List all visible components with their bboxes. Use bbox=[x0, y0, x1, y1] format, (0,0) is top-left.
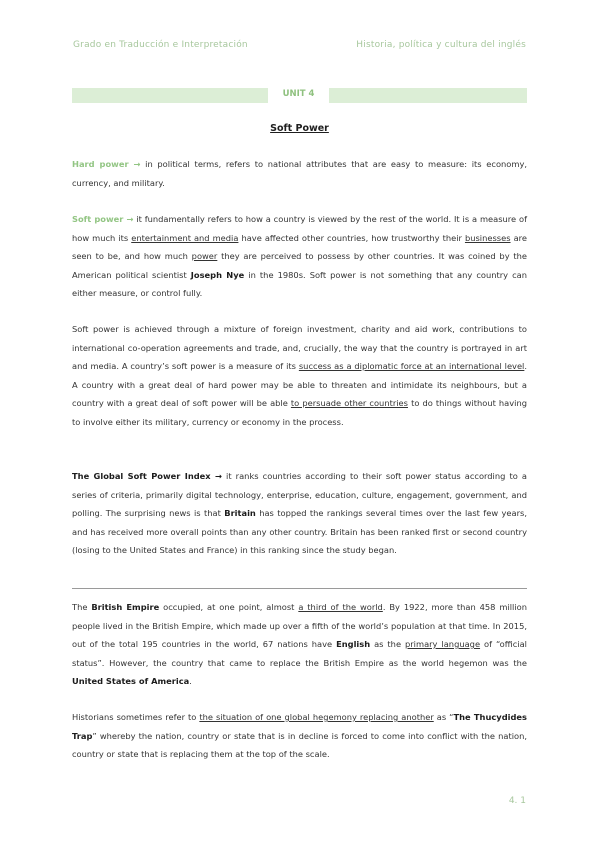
page-title: Soft Power bbox=[270, 123, 329, 134]
text: they are perceived to possess by other countries. It was coined by the American political scientist bbox=[72, 251, 527, 280]
text: in the 1980s. Soft power is not something that any country can either measure, or control fully. bbox=[72, 269, 527, 298]
text: occupied, at one point, almost bbox=[159, 602, 299, 612]
text: The bbox=[72, 602, 92, 612]
paragraph-hard-power bbox=[72, 155, 527, 192]
section-divider bbox=[72, 588, 527, 589]
text: as the bbox=[370, 639, 405, 649]
underlined-text: businesses bbox=[464, 232, 511, 243]
page-number: 4. 1 bbox=[508, 796, 526, 806]
text: as “ bbox=[433, 712, 454, 722]
paragraph-soft-power-achieved bbox=[72, 320, 527, 431]
term-soft-power: Soft power → bbox=[72, 214, 134, 224]
unit-banner-left-bar bbox=[72, 88, 268, 103]
text: in political terms, refers to national attributes that are easy to measure: its economy, currency, and military. bbox=[72, 159, 528, 188]
underlined-text: the situation of one global hegemony replacing another bbox=[199, 712, 434, 722]
paragraph-soft-power-index bbox=[72, 467, 527, 560]
bold-term: United States of America bbox=[72, 676, 190, 686]
bold-term: English bbox=[336, 639, 371, 649]
text: it ranks countries according to their soft power status according to a series of criteria, primarily digital technology, enterprise, education, culture, engagement, government, and polling. The surprising news is that bbox=[72, 471, 527, 518]
bold-term: British Empire bbox=[91, 602, 160, 612]
bold-term: Britain bbox=[224, 508, 256, 518]
unit-banner bbox=[72, 88, 527, 103]
text: ” whereby the nation, country or state that is in decline is forced to come into conflict with the nation, country or state that is replacing them at the top of the scale. bbox=[72, 730, 527, 759]
underlined-text: to persuade other countries bbox=[290, 398, 408, 408]
text: of “official status”. However, the country that came to replace the British Empire as the world hegemon was the bbox=[72, 639, 527, 668]
unit-banner-right-bar bbox=[329, 88, 527, 103]
underlined-text: primary language bbox=[405, 639, 481, 649]
bold-name: Joseph Nye bbox=[190, 269, 245, 280]
underlined-text: power bbox=[191, 251, 218, 261]
text: . bbox=[189, 676, 192, 686]
text: have affected other countries, how trustworthy their bbox=[238, 232, 465, 243]
text: Soft power is achieved through a mixture of foreign investment, charity and aid work, contributions to international co-operation agreements and trade, and, crucially, the way that the country is portrayed in art and media. A country’s soft power is a measure of its bbox=[72, 324, 527, 371]
paragraph-soft-power bbox=[72, 210, 527, 303]
bold-term: The Thucydides Trap bbox=[72, 712, 527, 741]
text: . By 1922, more than 458 million people lived in the British Empire, which made up over a fifth of the world’s population at that time. In 2015, out of the total 195 countries in the world, 67 nations have bbox=[72, 602, 527, 649]
header-subject: Historia, política y cultura del inglés bbox=[356, 40, 526, 50]
underlined-text: entertainment and media bbox=[131, 232, 239, 243]
paragraph-british-empire bbox=[72, 598, 527, 691]
paragraph-thucydides-trap bbox=[72, 708, 527, 764]
underlined-text: success as a diplomatic force at an international level bbox=[298, 361, 525, 371]
text: has topped the rankings several times over the last few years, and has received more overall points than any other country. Britain has been ranked first or second country (losing to the United States and France) in this ranking since the study began. bbox=[72, 508, 527, 555]
underlined-text: a third of the world bbox=[298, 602, 383, 612]
term-hard-power: Hard power → bbox=[72, 159, 141, 169]
text: are seen to be, and how much bbox=[72, 232, 527, 261]
bold-term: The Global Soft Power Index → bbox=[72, 471, 222, 481]
text: Historians sometimes refer to bbox=[72, 712, 200, 722]
text: . A country with a great deal of hard power may be able to threaten and intimidate its neighbours, but a country with a great deal of soft power will be able bbox=[72, 361, 528, 408]
header-course: Grado en Traducción e Interpretación bbox=[73, 40, 248, 50]
text: to do things without having to involve either its military, currency or economy in the process. bbox=[72, 398, 528, 427]
unit-label: UNIT 4 bbox=[282, 89, 315, 99]
text: it fundamentally refers to how a country is viewed by the rest of the world. It is a measure of how much its bbox=[72, 214, 527, 243]
